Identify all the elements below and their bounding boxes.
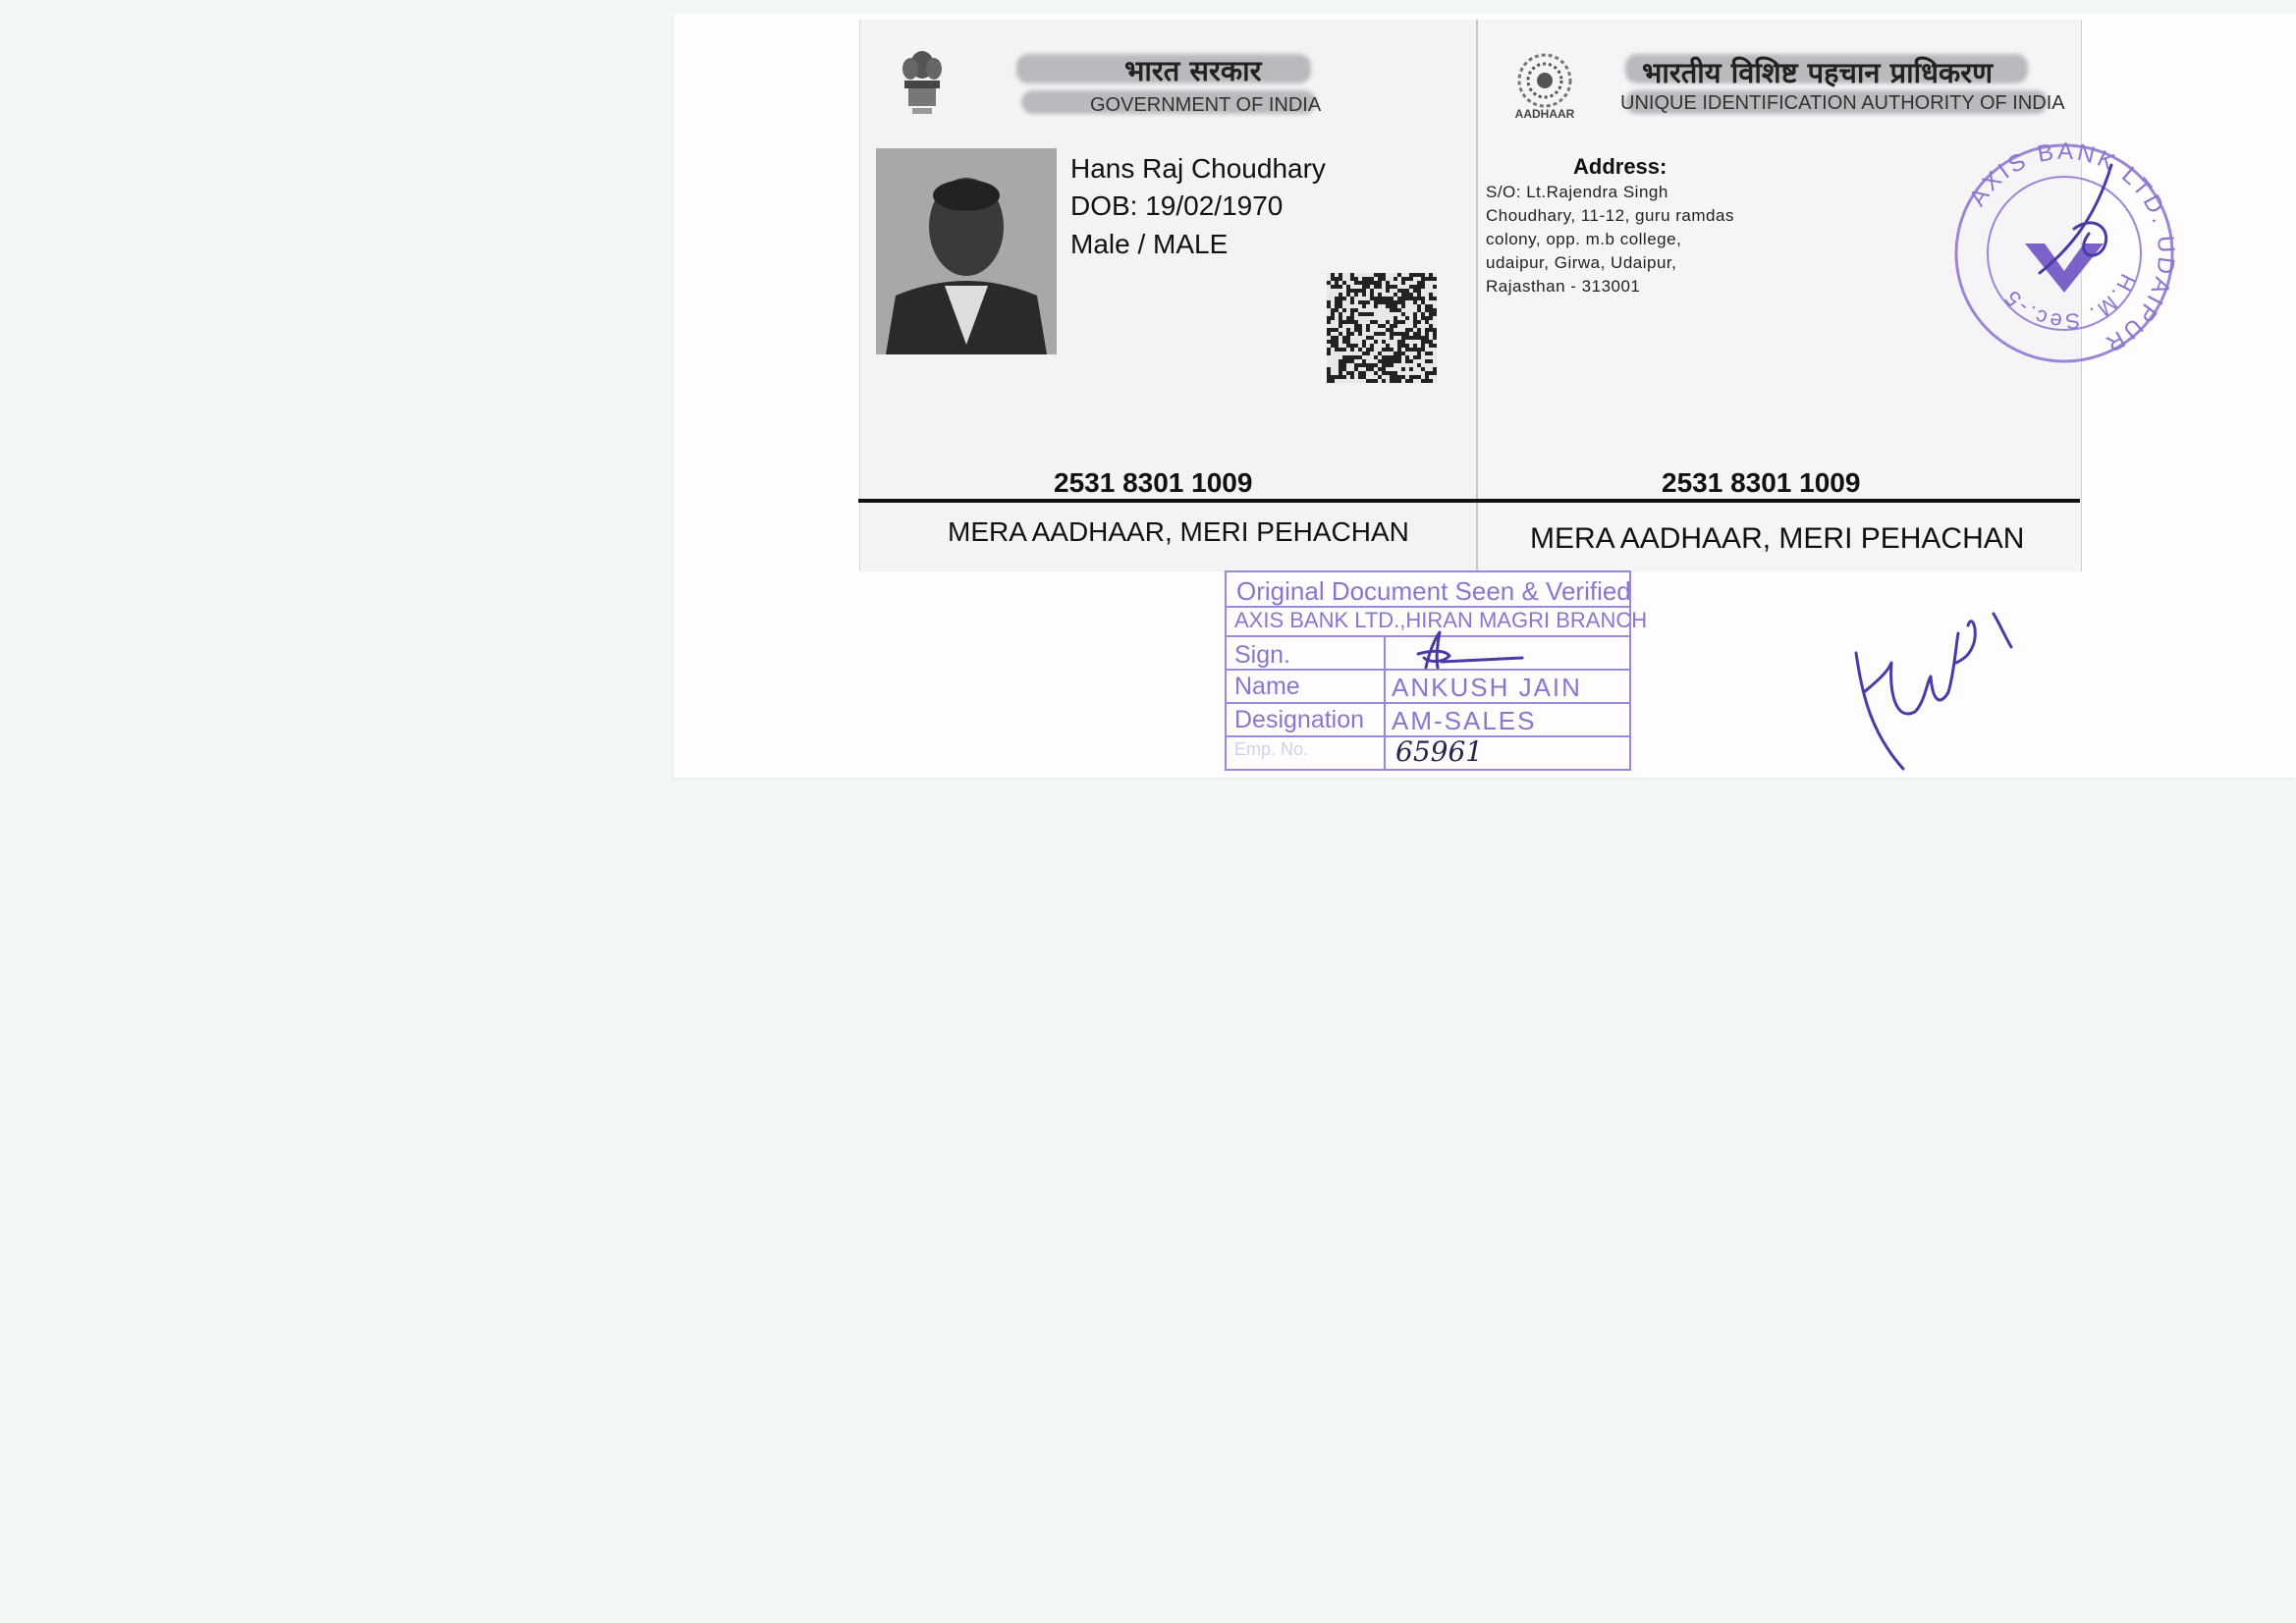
aadhaar-logo-icon [1501, 49, 1589, 129]
stamp-header: Original Document Seen & Verified [1236, 576, 1631, 606]
stamp-designation-value: AM-SALES [1392, 706, 1537, 735]
stamp-designation-label: Designation [1234, 706, 1365, 733]
govt-english-title: GOVERNMENT OF INDIA [1090, 94, 1322, 116]
tagline-front: MERA AADHAAR, MERI PEHACHAN [948, 516, 1409, 547]
stamp-emp-value: 65961 [1395, 735, 1484, 768]
holder-gender: Male / MALE [1070, 229, 1229, 259]
bank-seal-stamp [1946, 135, 2182, 376]
holder-dob: DOB: 19/02/1970 [1070, 190, 1284, 221]
address-line: S/O: Lt.Rajendra Singh [1486, 183, 1668, 201]
address-line: udaipur, Girwa, Udaipur, [1486, 253, 1677, 272]
stamp-name-label: Name [1234, 673, 1300, 700]
seal-outer-text: AXIS BANK LTD. UDAIPUR [1964, 137, 2180, 358]
address-title: Address: [1573, 154, 1667, 179]
holder-photo [876, 148, 1057, 354]
stamp-sign-label: Sign. [1234, 641, 1290, 669]
address-line: Choudhary, 11-12, guru ramdas [1486, 206, 1734, 225]
govt-hindi-title: भारत सरकार [1124, 54, 1262, 87]
tagline-back: MERA AADHAAR, MERI PEHACHAN [1530, 522, 2025, 555]
customer-signature [1846, 604, 2043, 781]
card-divider [858, 499, 2080, 503]
ashoka-emblem-icon [899, 47, 946, 129]
stamp-name-value: ANKUSH JAIN [1392, 673, 1582, 702]
aadhaar-logo-text: AADHAAR [1514, 107, 1575, 121]
officer-signature [1412, 628, 1530, 677]
aadhaar-number-back: 2531 8301 1009 [1662, 467, 1861, 498]
address-line: Rajasthan - 313001 [1486, 277, 1641, 296]
qr-code [1327, 273, 1437, 388]
uidai-english-title: UNIQUE IDENTIFICATION AUTHORITY OF INDIA [1620, 92, 2065, 114]
aadhaar-number-front: 2531 8301 1009 [1054, 467, 1253, 498]
stamp-emp-label: Emp. No. [1234, 739, 1309, 759]
seal-inner-text: H.M. Sec.-5 [1998, 270, 2141, 335]
uidai-hindi-title: भारतीय विशिष्ट पहचान प्राधिकरण [1642, 56, 1994, 89]
address-line: colony, opp. m.b college, [1486, 230, 1682, 248]
stamp-bank-line: AXIS BANK LTD.,HIRAN MAGRI BRANCH [1234, 608, 1648, 632]
holder-name: Hans Raj Choudhary [1070, 153, 1326, 184]
stamp-row-line [1227, 702, 1629, 704]
